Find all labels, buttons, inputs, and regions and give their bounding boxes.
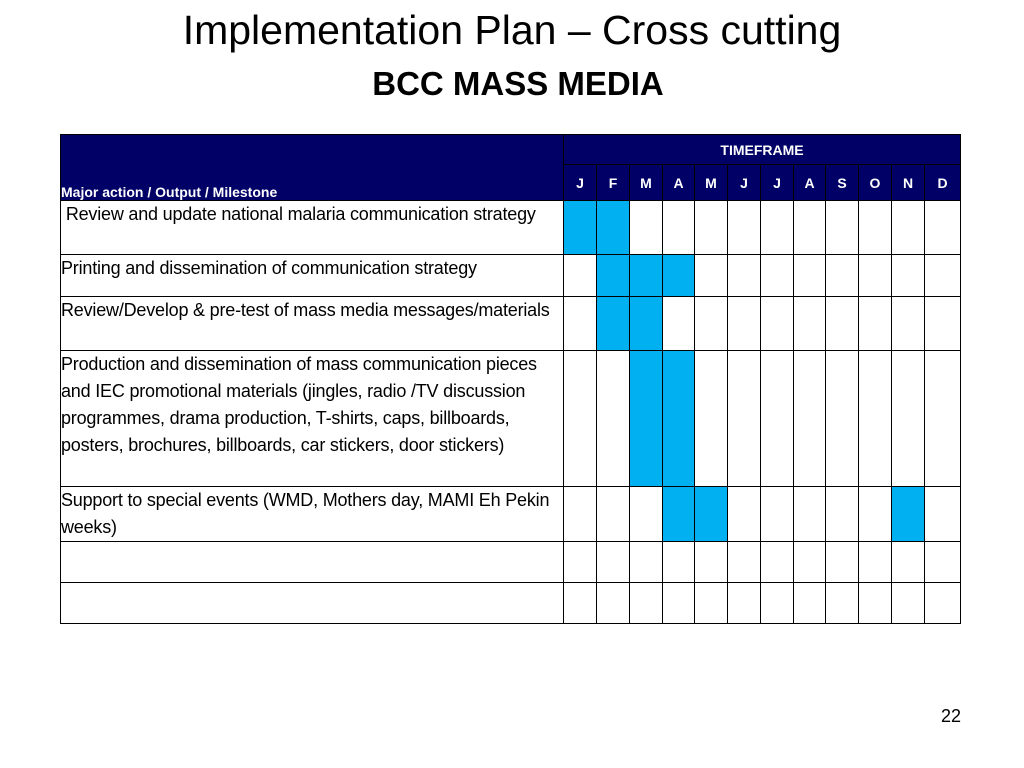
timeframe-cell-active (663, 255, 695, 297)
timeframe-cell (761, 201, 794, 255)
timeframe-cell (728, 542, 761, 583)
timeframe-cell-active (630, 297, 663, 351)
timeframe-cell (859, 542, 892, 583)
table-row (61, 487, 961, 542)
timeframe-cell (794, 583, 826, 624)
timeframe-cell (892, 201, 925, 255)
timeframe-cell (925, 255, 961, 297)
action-cell: Printing and dissemination of communication strategy (61, 255, 564, 297)
timeframe-cell (630, 487, 663, 542)
timeframe-cell (859, 297, 892, 351)
timeframe-cell (892, 583, 925, 624)
timeframe-cell (728, 201, 761, 255)
timeframe-cell-active (663, 351, 695, 487)
timeframe-cell (826, 351, 859, 487)
timeframe-cell (663, 542, 695, 583)
timeframe-cell (728, 583, 761, 624)
timeframe-cell-active (695, 487, 728, 542)
timeframe-cell (925, 351, 961, 487)
month-header: A (794, 165, 826, 201)
timeframe-cell (597, 351, 630, 487)
timeframe-cell (794, 201, 826, 255)
timeframe-cell (925, 201, 961, 255)
timeframe-cell (826, 542, 859, 583)
implementation-table (60, 134, 961, 624)
timeframe-cell (826, 583, 859, 624)
timeframe-cell (826, 255, 859, 297)
timeframe-cell (925, 583, 961, 624)
timeframe-cell (728, 351, 761, 487)
timeframe-cell-active (892, 487, 925, 542)
month-header: M (630, 165, 663, 201)
timeframe-cell (728, 297, 761, 351)
timeframe-cell (794, 487, 826, 542)
table-body (61, 201, 961, 624)
timeframe-cell (794, 542, 826, 583)
timeframe-cell (761, 487, 794, 542)
timeframe-cell-active (630, 255, 663, 297)
month-header: S (826, 165, 859, 201)
month-header: M (695, 165, 728, 201)
timeframe-cell (663, 583, 695, 624)
month-header: O (859, 165, 892, 201)
timeframe-cell (859, 255, 892, 297)
timeframe-cell (695, 255, 728, 297)
month-header: D (925, 165, 961, 201)
timeframe-cell (695, 583, 728, 624)
timeframe-cell (728, 255, 761, 297)
timeframe-cell (663, 201, 695, 255)
timeframe-cell (925, 542, 961, 583)
timeframe-cell (564, 297, 597, 351)
timeframe-header: TIMEFRAME (564, 135, 961, 165)
timeframe-cell (564, 351, 597, 487)
timeframe-cell (794, 297, 826, 351)
month-header: F (597, 165, 630, 201)
timeframe-cell-active (597, 255, 630, 297)
action-cell (61, 542, 564, 583)
month-header: J (728, 165, 761, 201)
timeframe-cell-active (663, 487, 695, 542)
timeframe-cell (695, 351, 728, 487)
timeframe-cell (892, 542, 925, 583)
action-cell: Review and update national malaria communication strategy (61, 201, 564, 255)
table-row (61, 583, 961, 624)
action-cell: Review/Develop & pre-test of mass media messages/materials (61, 297, 564, 351)
timeframe-cell (564, 542, 597, 583)
timeframe-cell (925, 297, 961, 351)
timeframe-cell (892, 297, 925, 351)
timeframe-cell (695, 542, 728, 583)
timeframe-cell-active (597, 201, 630, 255)
timeframe-cell (728, 487, 761, 542)
month-header: J (564, 165, 597, 201)
month-header: A (663, 165, 695, 201)
table-row (61, 542, 961, 583)
timeframe-cell-active (597, 297, 630, 351)
timeframe-cell-active (564, 201, 597, 255)
timeframe-cell (892, 351, 925, 487)
slide-title: Implementation Plan – Cross cutting (182, 7, 842, 53)
timeframe-cell (597, 542, 630, 583)
timeframe-cell (695, 201, 728, 255)
month-header: J (761, 165, 794, 201)
timeframe-cell (794, 351, 826, 487)
action-cell: Support to special events (WMD, Mothers day, MAMI Eh Pekin weeks) (61, 487, 564, 542)
timeframe-cell (761, 255, 794, 297)
timeframe-cell (761, 542, 794, 583)
timeframe-cell (892, 255, 925, 297)
timeframe-cell (597, 487, 630, 542)
action-cell (61, 583, 564, 624)
timeframe-cell (859, 201, 892, 255)
timeframe-cell (663, 297, 695, 351)
timeframe-cell (826, 487, 859, 542)
timeframe-cell (859, 351, 892, 487)
timeframe-cell (826, 201, 859, 255)
timeframe-cell (761, 351, 794, 487)
month-header: N (892, 165, 925, 201)
timeframe-cell (859, 583, 892, 624)
timeframe-cell (630, 542, 663, 583)
timeframe-cell (826, 297, 859, 351)
action-column-header: Major action / Output / Milestone (61, 135, 564, 201)
timeframe-cell (761, 297, 794, 351)
timeframe-cell (794, 255, 826, 297)
timeframe-cell (859, 487, 892, 542)
timeframe-cell (564, 487, 597, 542)
timeframe-cell (761, 583, 794, 624)
table-row (61, 201, 961, 255)
table-row (61, 297, 961, 351)
timeframe-cell (630, 583, 663, 624)
table-row (61, 255, 961, 297)
timeframe-cell-active (630, 351, 663, 487)
timeframe-cell (564, 583, 597, 624)
page-number: 22 (940, 706, 961, 726)
table-row (61, 351, 961, 487)
action-cell: Production and dissemination of mass communication pieces and IEC promotional materials (jingles, radio /TV discussion programmes, drama production, T-shirts, caps, billboards, posters, brochures, billboards, car stickers, door stickers) (61, 351, 564, 487)
timeframe-cell (630, 201, 663, 255)
timeframe-cell (695, 297, 728, 351)
timeframe-cell (925, 487, 961, 542)
timeframe-cell (597, 583, 630, 624)
timeframe-cell (564, 255, 597, 297)
slide-subtitle: BCC MASS MEDIA (372, 65, 664, 102)
